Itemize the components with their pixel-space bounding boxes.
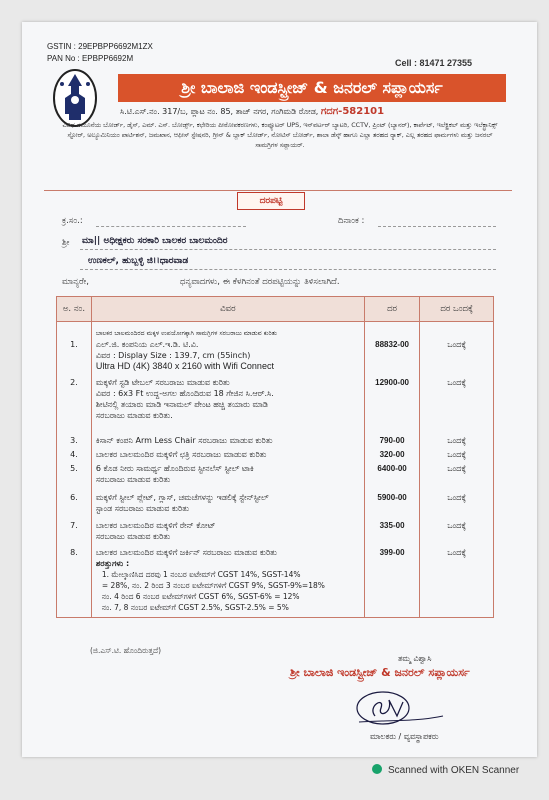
table-row — [57, 463, 494, 489]
table-row — [57, 517, 494, 545]
items-table — [56, 296, 494, 618]
gst-note: (ಜಿ.ಎಸ್.ಟಿ. ಹೊಂದಿರುತ್ತದೆ) — [90, 646, 162, 655]
row-text: ಬಾಲಕರ ಬಾಲಮಂದಿರ ಮಕ್ಕಳಿಗೆ ಜರ್ಕಿನ್ ಸರಬರಾಜು ಮಾಡುವ ಕುರಿತು — [95, 548, 277, 557]
row-unit: ಒಂದಕ್ಕೆ — [447, 464, 467, 473]
table-row — [57, 322, 494, 340]
row-number: 7. — [70, 521, 78, 530]
row-text: ಸ್ಟಾಂಡ ಸರಬರಾಜು ಮಾಡುವ ಕುರಿತು — [95, 504, 190, 513]
table-row — [57, 435, 494, 449]
row-rate: 6400-00 — [377, 464, 407, 473]
row-text: 6 ಕೊಡ ನೀರು ಸಾಮರ್ಥ್ಯ ಹೊಂದಿರುವ ಸ್ಟೀನಲೆಸ್ ಸ್ಟೀಲ್ ಟಾಕಿ — [95, 464, 254, 473]
scanner-text: Scanned with OKEN Scanner — [388, 765, 520, 776]
header-rate: ದರ — [364, 297, 420, 322]
table-row — [57, 339, 494, 377]
date-label: ದಿನಾಂಕ : — [338, 216, 365, 226]
row-text: ವಿವರ : 6x3 Ft ಉದ್ದ-ಅಗಲ ಹೊಂದಿರುವ 18 ಗೇಜಿನ ಸಿ.ಆರ್.ಸಿ. — [95, 389, 274, 398]
row-number: 5. — [70, 464, 78, 473]
address-line: ಸಿ.ಟಿ.ಎಸ್.ನಂ. 317/ಬ, ಪ್ಲಾಟ ನಂ. 85, ತಾಜ್ ನಗರ, ಗಂಗಿಮಡಿ ರೋಡ, — [120, 107, 319, 116]
row-rate: 399-00 — [379, 548, 405, 557]
row-text: ಸರಬರಾಜು ಮಾಡುವ ಕುರಿತು — [95, 475, 171, 484]
conditions-title: ಶರತ್ತುಗಳು : — [95, 559, 130, 568]
serial-line — [96, 226, 246, 227]
recipient-line-2: ಉಣಕಲ್, ಹುಬ್ಬಳ್ಳಿ ಜಿ।।ಧಾರವಾಡ — [88, 256, 189, 266]
header-serial: ಅ. ನಂ. — [57, 297, 92, 322]
row-text: ಸರಬರಾಜು ಮಾಡುವ ಕುರಿತು. — [95, 411, 173, 420]
row-text: ಎಲ್.ಜಿ. ಕಂಪನಿಯ ಎಲ್.ಇ.ಡಿ. ಟಿ.ವಿ. — [95, 340, 199, 349]
date-line — [378, 226, 496, 227]
row-unit: ಒಂದಕ್ಕೆ — [447, 436, 467, 445]
rate-list-title: ದರಪಟ್ಟಿ — [237, 192, 305, 210]
intro-text: ಧನ್ಯವಾದಗಳು, ಈ ಕೆಳಗಿನಂತೆ ದರಪಟ್ಟಿಯನ್ನು ತಿಳಿಸಲಾಗಿದೆ. — [180, 277, 340, 287]
owner-manager-label: ಮಾಲಕರು / ವ್ಯವಸ್ಥಾಪಕರು — [370, 732, 439, 741]
condition-line: ನಂ. 4 ರಿಂದ 6 ನಂಬರ ಐಟೇಮ್‌ಗಳಿಗೆ CGST 6%, SGST-6% = 12% — [101, 592, 300, 601]
row-rate: 335-00 — [379, 521, 405, 530]
gstin-number: GSTIN : 29EPBPP6692M1ZX — [47, 42, 153, 51]
items-preamble: ಬಾಲಕರ ಬಾಲಮಂದಿರದ ಮಕ್ಕಳ ಉಪಯೋಗಕ್ಕಾಗಿ ಸಾಮಗ್ರಿಗಳ ಸರಬರಾಜು ಮಾಡುವ ಕುರಿತು — [95, 330, 277, 337]
company-address — [120, 106, 384, 117]
header-rate-per-unit: ದರ ಒಂದಕ್ಕೆ — [420, 297, 494, 322]
row-number: 2. — [70, 378, 78, 387]
row-number: 4. — [70, 450, 78, 459]
serial-label: ಕ್ರ.ಸಂ.: — [62, 216, 83, 226]
table-row — [57, 377, 494, 435]
row-text: ಶೀಟಿನಲ್ಲಿ ತಯಾರು ಮಾಡಿ ಇನಾಮಲ್ ಪೇಂಟ ಹಚ್ಚಿ ತಯಾರು ಮಾಡಿ — [95, 400, 268, 409]
company-signature: ಶ್ರೀ ಬಾಲಾಜಿ ಇಂಡಸ್ಟ್ರೀಜ್ & ಜನರಲ್ ಸಪ್ಲಾಯರ್ಸ — [290, 666, 470, 679]
condition-line: = 28%, ನಂ. 2 ರಿಂದ 3 ನಂಬರ ಐಟೇಮ್‌ಗಳಿಗೆ CGST 9%, SGST-9%=18% — [101, 581, 325, 590]
row-number: 1. — [70, 340, 78, 349]
table-row — [57, 545, 494, 618]
row-unit: ಒಂದಕ್ಕೆ — [447, 493, 467, 502]
header-divider — [44, 190, 512, 191]
yours-faithfully: ತಮ್ಮ ವಿಶ್ವಾಸಿ — [398, 654, 432, 663]
row-unit: ಒಂದಕ್ಕೆ — [447, 521, 467, 530]
temple-deity-logo — [52, 64, 98, 128]
cell-number: Cell : 81471 27355 — [395, 58, 473, 68]
row-text: ವಿವರ : Display Size : 139.7, cm (55inch) — [95, 351, 251, 360]
row-text: ಮಕ್ಕಳಿಗೆ ಸ್ಟಡಿ ಟೇಬಲ್ ಸರಬರಾಜು ಮಾಡುವ ಕುರಿತು — [95, 378, 230, 387]
row-text: ಬಾಲಕರ ಬಾಲಮಂದಿರ ಮಕ್ಕಳಿಗೆ ಛತ್ರಿ ಸರಬರಾಜು ಮಾಡುವ ಕುರಿತು — [95, 450, 267, 459]
row-rate: 790-00 — [379, 436, 405, 445]
row-text: Ultra HD (4K) 3840 x 2160 with Wifi Connect — [95, 361, 274, 371]
row-unit: ಒಂದಕ್ಕೆ — [447, 378, 467, 387]
recipient-underline-1 — [80, 249, 496, 250]
row-unit: ಒಂದಕ್ಕೆ — [447, 450, 467, 459]
row-text: ಮಕ್ಕಳಿಗೆ ಸ್ಟೀಲ್ ಪ್ಲೇಟ್, ಗ್ಲಾಸ್, ಚಮಚೆಗಳನ್ನು ಇಡಲಿಕ್ಕೆ ಸ್ಟೇನ್‌ಸ್ಟೀಲ್ — [95, 493, 269, 502]
pan-number: PAN No : EPBPP6692M — [47, 54, 134, 63]
scanner-watermark — [372, 764, 519, 776]
scanner-logo-icon — [372, 764, 382, 774]
row-number: 6. — [70, 493, 78, 502]
business-description: ವಿವಿಧ ನಮೂನೆಯ ಬೋರ್ಡ್, ಡೈಸ್, ಎಮ್. ಎಸ್. ಬೋರ್ಡ್ಸ್, ಕಛೇರಿಯ ಪೀಠೋಪಕರಣಗಳು, ಕಂಪ್ಯೂಟರ್ UPS, ಇನ್‌ವರ್ಟರ್ ಬ್ಯಾಟರಿ, CCTV, ಪ್ರಿಂಟ್ (ಬ್ಯಾನರ್), ಕಾರ್ಪೆಟ್, ಇಲೆಕ್ಟ್ರಿಕಲ್ ಮತ್ತು ಇಲೆಕ್ಟ್ರಾನಿಕ್ಸ್ ಸ್ಟೋರ್, ಅಲ್ಯೂಮಿನಿಯಂ ಪಾರ್ಟಿಶನ್, ಜಮಖಾನ, ಆಫೀಸ್ ಸ್ಟೇಷನರಿ, ಗ್ರೀನ್ & ಬ್ಲಾಕ್ ಬೋರ್ಡ್, ನೋಟಿಸ್ ಬೋರ್ಡ್, ಶಾಲಾ ಡೆಸ್ಕ್ ಹಾಗೂ ಎಲ್ಲಾ ತರಹದ ರ್‍ಯಾಕ್, ಎಲ್ಲ ತರಹದ ಫಾರ್ಮಗಳು ಮತ್ತು ಜನರಲ್ ಸಾಮಗ್ರಿಗಳ ಸಪ್ಲಾಯರ್. — [62, 121, 498, 149]
salutation: ಮಾನ್ಯರೇ, — [62, 277, 89, 287]
row-rate: 5900-00 — [377, 493, 407, 502]
row-text: ಸರಬರಾಜು ಮಾಡುವ ಕುರಿತು — [95, 532, 171, 541]
recipient-underline-2 — [80, 269, 496, 270]
to-prefix: ಶ್ರೀ — [62, 238, 70, 248]
condition-line: ನಂ. 7, 8 ನಂಬರ ಐಟೇಮ್‌ಗೆ CGST 2.5%, SGST-2.5% = 5% — [101, 603, 289, 612]
row-rate: 320-00 — [379, 450, 405, 459]
row-number: 3. — [70, 436, 78, 445]
row-text: ಕಿಸಾನ್ ಕಂಪನಿ Arm Less Chair ಸರಬರಾಜು ಮಾಡುವ ಕುರಿತು — [95, 436, 273, 445]
company-banner: ಶ್ರೀ ಬಾಲಾಜಿ ಇಂಡಸ್ಟ್ರೀಜ್ & ಜನರಲ್ ಸಪ್ಲಾಯರ್ಸ — [118, 74, 506, 102]
table-row — [57, 489, 494, 517]
row-rate: 88832-00 — [375, 340, 409, 349]
condition-line: 1. ಮೇಲ್ಕಾಣಿಸಿದ ದರವು 1 ನಂಬರ ಐಟೇಮ್‌ಗೆ CGST 14%, SGST-14% — [101, 570, 301, 579]
row-number: 8. — [70, 548, 78, 557]
header-description: ವಿವರ — [91, 297, 364, 322]
row-unit: ಒಂದಕ್ಕೆ — [447, 548, 467, 557]
table-row — [57, 449, 494, 463]
row-rate: 12900-00 — [375, 378, 409, 387]
address-city: ಗದಗ-582101 — [320, 106, 385, 117]
handwritten-signature — [345, 686, 445, 728]
recipient-line-1: ಮಾ|| ಅಧೀಕ್ಷಕರು ಸರಕಾರಿ ಬಾಲಕರ ಬಾಲಮಂದಿರ — [82, 236, 228, 246]
row-text: ಬಾಲಕರ ಬಾಲಮಂದಿರ ಮಕ್ಕಳಿಗೆ ರೇನ್ ಕೋಟ್ — [95, 521, 216, 530]
row-unit: ಒಂದಕ್ಕೆ — [447, 340, 467, 349]
